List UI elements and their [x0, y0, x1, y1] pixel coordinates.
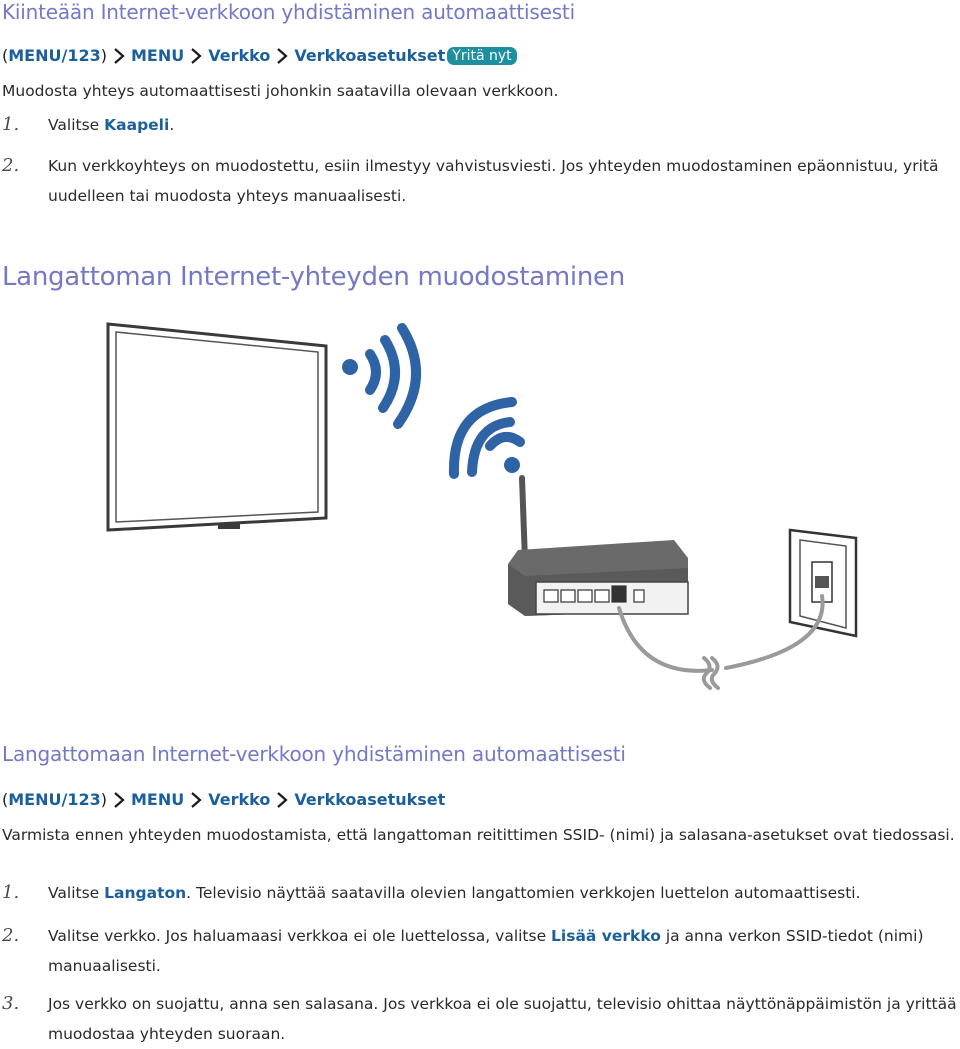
- path-paren-open: (: [2, 790, 9, 809]
- chevron-right-icon: [276, 48, 288, 64]
- chevron-right-icon: [190, 48, 202, 64]
- step-number: 3.: [2, 993, 20, 1014]
- wifi-icon: [342, 328, 416, 424]
- menu-path-wired: [2, 46, 517, 65]
- path-verkko[interactable]: Verkko: [208, 790, 271, 809]
- wifi-icon: [454, 402, 520, 474]
- step-1-wired: [2, 110, 957, 140]
- intro-text-wired: Muodosta yhteys automaattisesti johonkin saatavilla olevaan verkkoon.: [2, 82, 559, 100]
- step-text: Jos verkko on suojattu, anna sen salasana. Jos verkkoa ei ole suojattu, televisio ohittaa näyttönäppäimistön ja yrittää muodostaa yhteyden suoraan.: [48, 995, 957, 1043]
- section-title-wireless: Langattoman Internet-yhteyden muodostaminen: [2, 262, 625, 292]
- section-title-wireless-auto: Langattomaan Internet-verkkoon yhdistäminen automaattisesti: [2, 742, 626, 766]
- step-text-post: ja anna verkon SSID-tiedot (nimi) manuaalisesti.: [48, 927, 924, 975]
- path-paren-close: ): [100, 790, 107, 809]
- intro-text-wireless: Varmista ennen yhteyden muodostamista, että langattoman reitittimen SSID- (nimi) ja salasana-asetukset ovat tiedossasi.: [2, 826, 955, 844]
- langaton-link[interactable]: Langaton: [104, 884, 187, 902]
- path-menu[interactable]: MENU: [130, 790, 185, 809]
- step-text: [48, 878, 957, 908]
- path-paren-close: ): [100, 46, 107, 65]
- step-number: 2.: [2, 925, 20, 946]
- path-menu123[interactable]: MENU/123: [8, 46, 101, 65]
- chevron-right-icon: [190, 792, 202, 808]
- tv-icon: [108, 324, 326, 530]
- step-text-post: . Televisio näyttää saatavilla olevien langattomien verkkojen luettelon automaattisesti.: [186, 884, 861, 902]
- wall-socket-icon: [790, 530, 856, 636]
- path-verkko[interactable]: Verkko: [208, 46, 271, 65]
- wireless-connection-illustration: [100, 318, 860, 702]
- chevron-right-icon: [113, 48, 125, 64]
- step-number: 1.: [2, 882, 20, 903]
- path-verkkoasetukset[interactable]: Verkkoasetukset: [294, 790, 446, 809]
- path-menu123[interactable]: MENU/123: [8, 790, 101, 809]
- section-title-wired: Kiinteään Internet-verkkoon yhdistäminen automaattisesti: [2, 0, 575, 24]
- chevron-right-icon: [276, 792, 288, 808]
- menu-path-wireless: [2, 790, 445, 809]
- step-text-pre: Valitse verkko. Jos haluamaasi verkkoa ei ole luettelossa, valitse: [48, 927, 552, 945]
- path-verkkoasetukset[interactable]: Verkkoasetukset: [294, 46, 446, 65]
- step-1-wireless: [2, 878, 957, 908]
- path-paren-open: (: [2, 46, 9, 65]
- router-icon: [508, 478, 688, 616]
- step-number: 1.: [2, 114, 20, 135]
- kaapeli-link[interactable]: Kaapeli: [104, 116, 170, 134]
- step-text: [48, 921, 957, 981]
- chevron-right-icon: [113, 792, 125, 808]
- try-now-button[interactable]: Yritä nyt: [447, 47, 516, 65]
- step-2-wired: [2, 151, 957, 211]
- step-text: Kun verkkoyhteys on muodostettu, esiin ilmestyy vahvistusviesti. Jos yhteyden muodostaminen epäonnistuu, yritä uudelleen tai muodosta yhteys manuaalisesti.: [48, 157, 939, 205]
- step-text: [48, 110, 957, 140]
- step-text-pre: Valitse: [48, 884, 105, 902]
- step-number: 2.: [2, 155, 20, 176]
- path-menu[interactable]: MENU: [130, 46, 185, 65]
- step-2-wireless: [2, 921, 957, 981]
- lisaa-verkko-link[interactable]: Lisää verkko: [551, 927, 661, 945]
- step-text-post: .: [169, 116, 175, 134]
- step-text-pre: Valitse: [48, 116, 105, 134]
- step-3-wireless: [2, 989, 957, 1049]
